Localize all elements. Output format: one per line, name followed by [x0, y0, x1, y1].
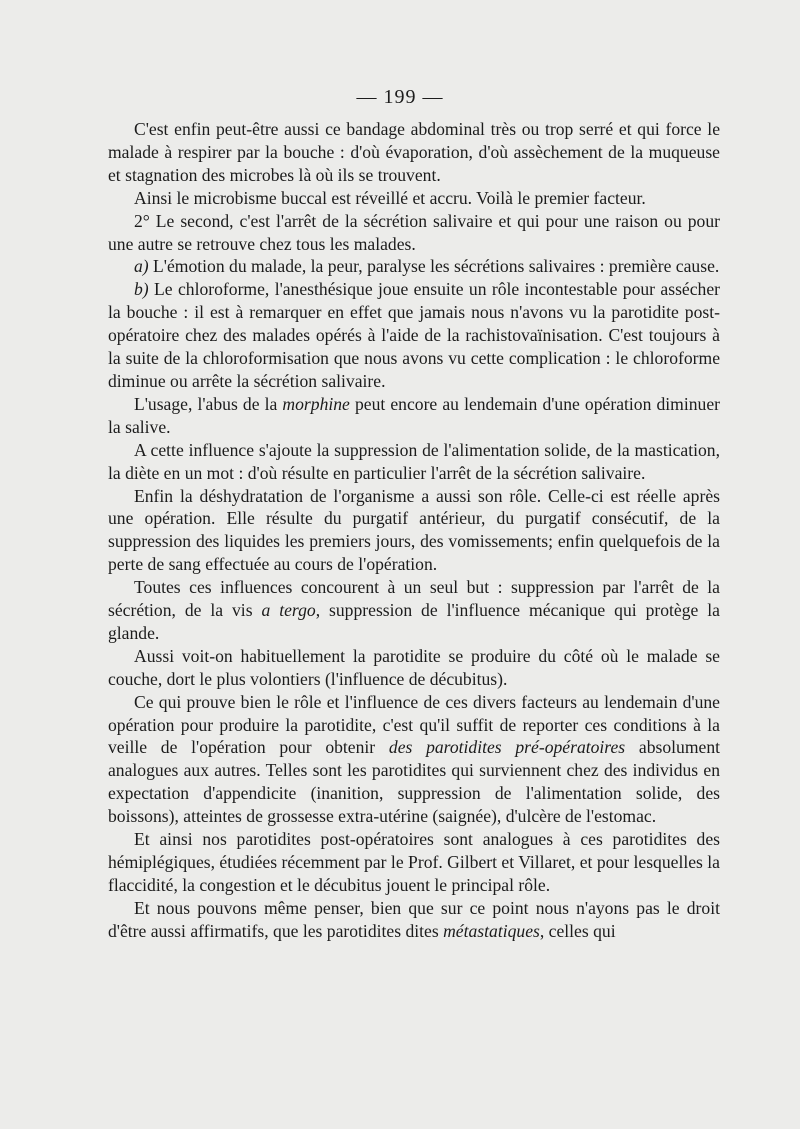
list-label-a: a)	[134, 256, 149, 277]
paragraph-11	[108, 691, 720, 828]
paragraph-8: Enfin la déshydratation de l'organisme a aussi son rôle. Celle-ci est réelle après une opération. Elle résulte du purgatif antérieur, du purgatif consécutif, de la suppression des liquides les premiers jours, des vomissements; enfin quelquefois de la perte de sang effectuée au cours de l'opération.	[108, 485, 720, 575]
paragraph-13-after: , celles qui	[539, 920, 616, 941]
paragraph-13-before: Et nous pouvons même penser, bien que sur ce point nous n'ayons pas le droit d'être aussi affirmatifs, que les parotidites dites	[108, 897, 720, 941]
paragraph-4	[108, 255, 720, 278]
italic-morphine: morphine	[282, 393, 350, 414]
body-text	[108, 118, 720, 943]
paragraph-11-before: Ce qui prouve bien le rôle et l'influence de ces divers facteurs au lendemain d'une opération pour produire la parotidite, c'est qu'il suffit de reporter ces conditions à la veille de l'opération pour obtenir	[108, 691, 720, 758]
paragraph-9-before: Toutes ces influences concourent à un seul but : suppression par l'arrêt de la sécrétion, de la vis	[108, 577, 720, 621]
list-label-b: b)	[134, 279, 149, 300]
page-number: — 199 —	[356, 86, 444, 108]
italic-metastatiques: métastatiques	[443, 920, 540, 941]
paragraph-6-before: L'usage, l'abus de la	[134, 393, 283, 414]
paragraph-6	[108, 393, 720, 439]
paragraph-6-after: peut encore au lendemain d'une opération diminuer la salive.	[108, 393, 720, 437]
paragraph-5-text: Le chloroforme, l'anesthésique joue ensuite un rôle incontestable pour assécher la bouche : il est à remarquer en effet que jamais nous n'avons vu la parotidite post-opératoire chez des malades opérés à l'aide de la rachistovaïnisation. C'est toujours à la suite de la chloroformisation que nous avons vu cette complication : le chloroforme diminue ou arrête la sécrétion salivaire.	[108, 279, 720, 391]
paragraph-5	[108, 278, 720, 393]
paragraph-9-after: , suppression de l'influence mécanique qui protège la glande.	[108, 600, 720, 643]
paragraph-9	[108, 576, 720, 645]
paragraph-10: Aussi voit-on habituellement la parotidite se produire du côté où le malade se couche, dort le plus volontiers (l'influence de décubitus).	[108, 645, 720, 689]
paragraph-12: Et ainsi nos parotidites post-opératoires sont analogues à ces parotidites des hémiplégiques, étudiées récemment par le Prof. Gilbert et Villaret, et pour lesquelles la flaccidité, la congestion et le décubitus jouent le principal rôle.	[108, 829, 720, 895]
paragraph-1: C'est enfin peut-être aussi ce bandage abdominal très ou trop serré et qui force le malade à respirer par la bouche : d'où évaporation, d'où assèchement de la muqueuse et stagnation des microbes là où ils se trouvent.	[108, 119, 720, 185]
paragraph-11-after: absolument analogues aux autres. Telles sont les parotidites qui surviennent chez des individus en expectation d'appendicite (inanition, suppression de l'alimentation solide, des boissons), atteintes de grossesse extra-utérine (saignée), d'ulcère de l'estomac.	[108, 737, 721, 827]
paragraph-13	[108, 897, 720, 943]
paragraph-3: 2° Le second, c'est l'arrêt de la sécrétion salivaire et qui pour une raison ou pour une autre se retrouve chez tous les malades.	[108, 210, 720, 254]
paragraph-7: A cette influence s'ajoute la suppression de l'alimentation solide, de la mastication, la diète en un mot : d'où résulte en particulier l'arrêt de la sécrétion salivaire.	[108, 439, 720, 483]
paragraph-4-text: L'émotion du malade, la peur, paralyse les sécrétions salivaires : première cause.	[148, 256, 720, 277]
italic-a-tergo: a tergo	[261, 600, 316, 621]
paragraph-2: Ainsi le microbisme buccal est réveillé et accru. Voilà le premier facteur.	[134, 187, 646, 208]
italic-pre-operatoires: des parotidites pré-opératoires	[388, 737, 626, 758]
